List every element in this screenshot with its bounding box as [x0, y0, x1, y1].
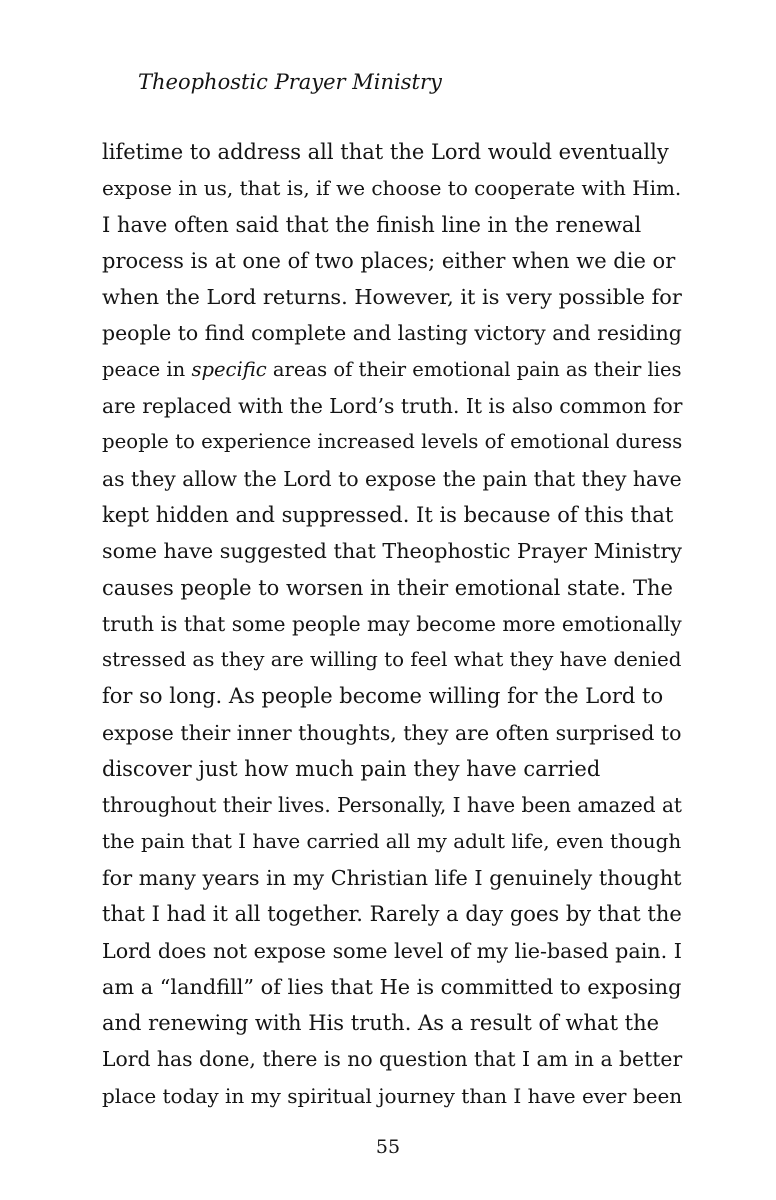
text-line-25: and renewing with His truth. As a result of what the	[102, 1011, 660, 1036]
text-line-26: Lord has done, there is no question that I am in a better	[102, 1047, 683, 1072]
text-line-22: that I had it all together. Rarely a day goes by that the	[102, 902, 682, 927]
text-line-24: am a “landfill” of lies that He is committed to exposing	[102, 974, 682, 999]
text-line-7	[102, 352, 682, 388]
body-text	[102, 134, 682, 1114]
text-line-21: for many years in my Christian life I genuinely thought	[102, 865, 682, 890]
emphasis-specific: specific	[191, 357, 267, 381]
text-line-27: place today in my spiritual journey than I have ever been	[102, 1083, 683, 1108]
text-line-1: lifetime to address all that the Lord would eventually	[102, 140, 669, 164]
text-line-10: as they allow the Lord to expose the pain that they have	[102, 466, 682, 491]
text-line-5: when the Lord returns. However, it is very possible for	[102, 285, 682, 310]
text-line-4: process is at one of two places; either when we die or	[102, 248, 676, 273]
text-line-15: stressed as they are willing to feel what they have denied	[102, 648, 682, 672]
text-line-6: people to find complete and lasting victory and residing	[102, 321, 682, 346]
text-line-7-before: peace in	[102, 357, 192, 381]
text-line-13: causes people to worsen in their emotional state. The	[102, 575, 673, 600]
text-line-20: the pain that I have carried all my adult life, even though	[102, 829, 682, 853]
page-number: 55	[375, 1136, 401, 1158]
text-line-19: throughout their lives. Personally, I have been amazed at	[102, 793, 682, 818]
text-line-12: some have suggested that Theophostic Prayer Ministry	[102, 539, 682, 564]
text-line-18: discover just how much pain they have carried	[102, 757, 601, 782]
text-line-9: people to experience increased levels of emotional duress	[102, 430, 683, 454]
text-line-16: for so long. As people become willing for the Lord to	[102, 684, 664, 709]
text-line-14: truth is that some people may become more emotionally	[102, 611, 682, 636]
text-line-3: I have often said that the finish line in the renewal	[102, 212, 642, 237]
running-header-title: Theophostic Prayer Ministry	[138, 70, 442, 94]
text-line-2: expose in us, that is, if we choose to cooperate with Him.	[102, 176, 682, 201]
text-line-11: kept hidden and suppressed. It is because of this that	[102, 502, 674, 527]
text-line-8: are replaced with the Lord’s truth. It is also common for	[102, 394, 683, 419]
text-line-17: expose their inner thoughts, they are often surprised to	[102, 720, 682, 745]
text-line-7-after: areas of their emotional pain as their lies	[266, 357, 682, 381]
text-line-23: Lord does not expose some level of my lie-based pain. I	[102, 938, 682, 963]
